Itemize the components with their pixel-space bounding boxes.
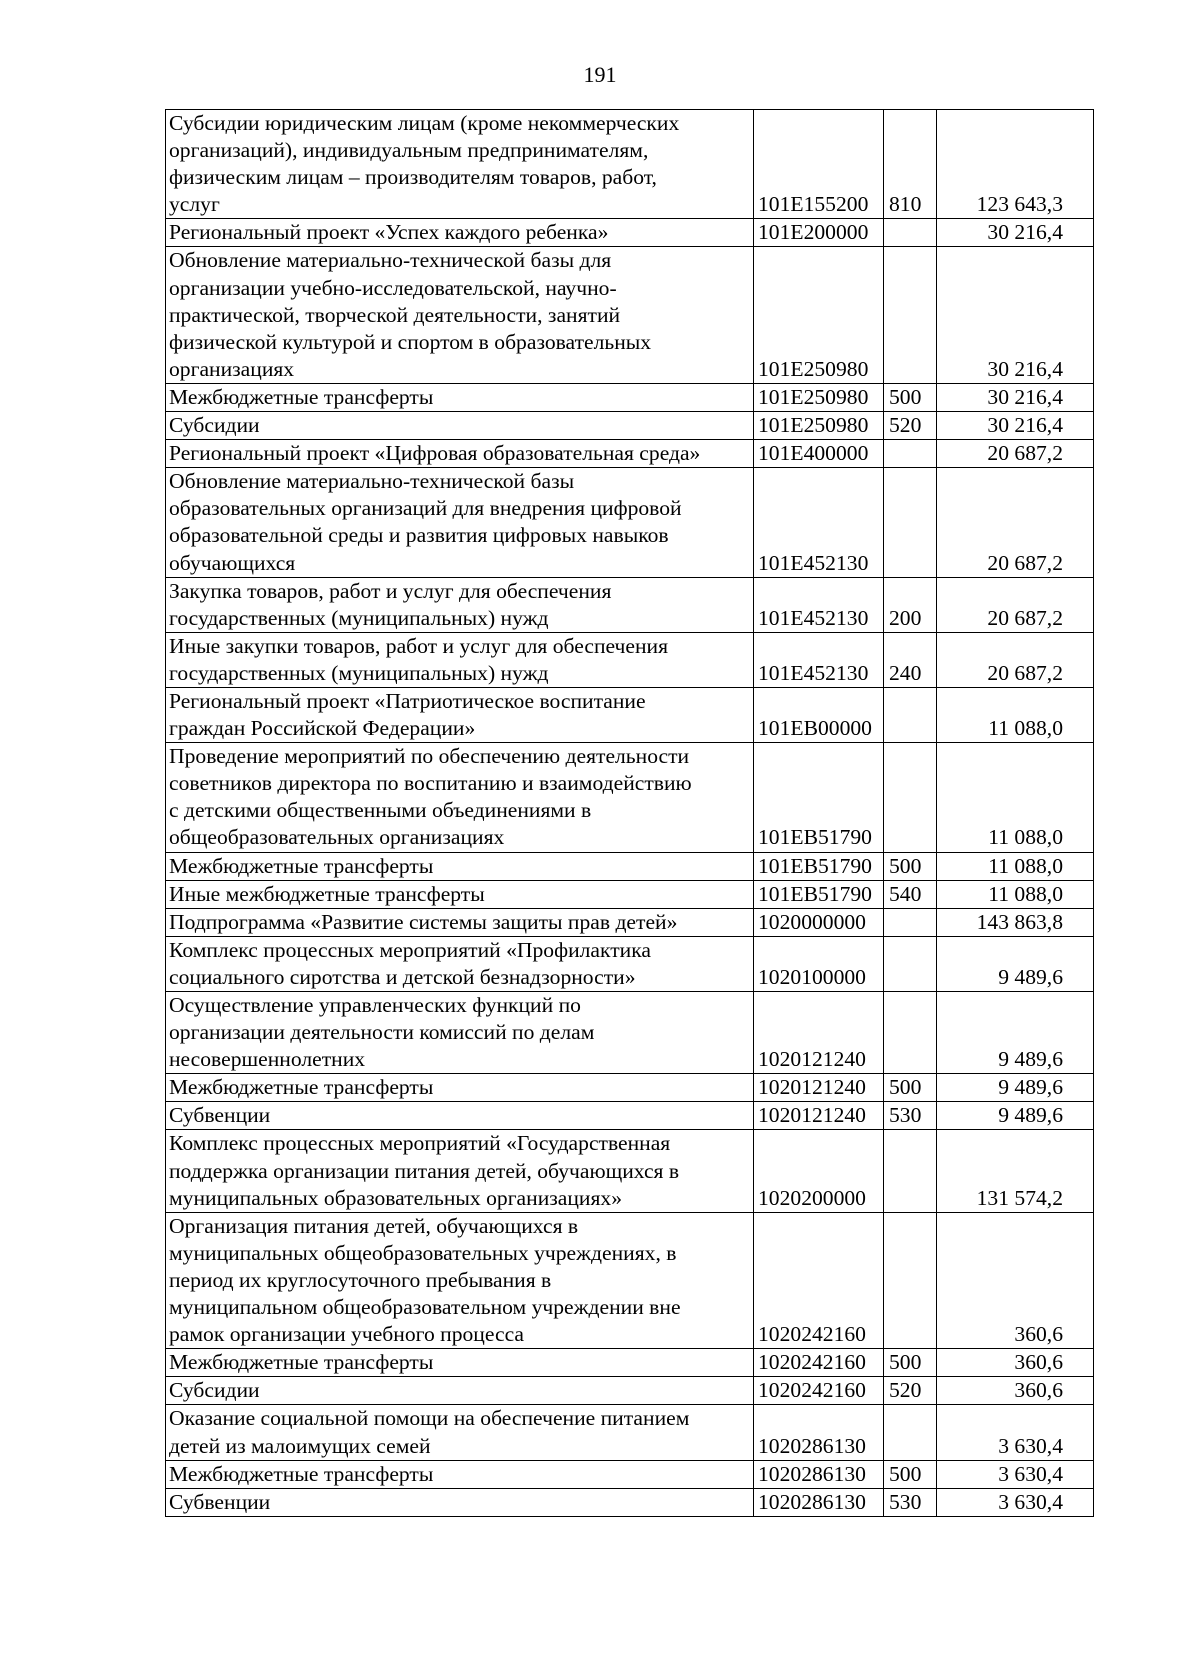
row-type-cell [884,1130,937,1212]
row-code-cell: 1020121240 [754,1102,884,1130]
row-sum-cell: 20 687,2 [937,632,1094,687]
row-sum-cell: 3 630,4 [937,1405,1094,1460]
row-name-cell: Организация питания детей, обучающихся в муниципальных общеобразовательных учреждениях, в период их круглосуточного пребывания в муниципальном общеобразовательном учреждении вне рамок организации учебного процесса [166,1212,754,1348]
row-code-cell: 101E452130 [754,468,884,577]
row-sum-cell: 9 489,6 [937,992,1094,1074]
row-type-cell: 240 [884,632,937,687]
row-sum-cell: 3 630,4 [937,1488,1094,1516]
row-type-cell [884,992,937,1074]
row-code-cell: 1020242160 [754,1212,884,1348]
row-name-cell: Субвенции [166,1488,754,1516]
row-type-cell [884,687,937,742]
table-row [166,1460,1094,1488]
row-code-cell: 1020121240 [754,992,884,1074]
row-type-cell: 500 [884,852,937,880]
row-code-cell: 1020100000 [754,936,884,991]
row-type-cell [884,247,937,383]
row-code-cell: 101E452130 [754,577,884,632]
row-type-cell [884,440,937,468]
budget-table [165,109,1094,1517]
row-code-cell: 101E155200 [754,110,884,219]
row-sum-cell: 9 489,6 [937,1074,1094,1102]
row-name-cell: Межбюджетные трансферты [166,852,754,880]
table-row [166,247,1094,383]
table-row [166,1349,1094,1377]
row-name-cell: Подпрограмма «Развитие системы защиты прав детей» [166,908,754,936]
row-sum-cell: 123 643,3 [937,110,1094,219]
row-name-cell: Региональный проект «Успех каждого ребенка» [166,219,754,247]
table-row [166,577,1094,632]
row-type-cell [884,1212,937,1348]
row-type-cell: 500 [884,383,937,411]
table-row [166,743,1094,852]
row-name-cell: Оказание социальной помощи на обеспечение питанием детей из малоимущих семей [166,1405,754,1460]
row-sum-cell: 20 687,2 [937,577,1094,632]
row-name-cell: Межбюджетные трансферты [166,1349,754,1377]
row-code-cell: 101E250980 [754,383,884,411]
row-name-cell: Иные закупки товаров, работ и услуг для обеспечения государственных (муниципальных) нужд [166,632,754,687]
table-row [166,1130,1094,1212]
row-type-cell: 500 [884,1460,937,1488]
row-name-cell: Региональный проект «Патриотическое воспитание граждан Российской Федерации» [166,687,754,742]
table-row [166,1212,1094,1348]
row-sum-cell: 20 687,2 [937,468,1094,577]
table-row [166,1405,1094,1460]
table-row [166,440,1094,468]
row-code-cell: 1020121240 [754,1074,884,1102]
row-type-cell: 520 [884,1377,937,1405]
row-code-cell: 1020242160 [754,1349,884,1377]
row-name-cell: Межбюджетные трансферты [166,1460,754,1488]
row-sum-cell: 3 630,4 [937,1460,1094,1488]
row-code-cell: 1020000000 [754,908,884,936]
row-code-cell: 101EB51790 [754,743,884,852]
row-type-cell: 500 [884,1349,937,1377]
row-code-cell: 1020286130 [754,1488,884,1516]
row-code-cell: 101E200000 [754,219,884,247]
row-type-cell: 520 [884,412,937,440]
budget-table-body [166,110,1094,1517]
row-code-cell: 101E250980 [754,247,884,383]
row-type-cell [884,1405,937,1460]
row-name-cell: Субсидии юридическим лицам (кроме некоммерческих организаций), индивидуальным предпринимателям, физическим лицам – производителям товаров, работ, услуг [166,110,754,219]
table-row [166,1102,1094,1130]
table-row [166,1488,1094,1516]
row-code-cell: 101EB51790 [754,852,884,880]
row-sum-cell: 11 088,0 [937,743,1094,852]
row-type-cell [884,468,937,577]
row-sum-cell: 11 088,0 [937,880,1094,908]
table-row [166,1074,1094,1102]
row-type-cell [884,908,937,936]
table-row [166,908,1094,936]
row-name-cell: Комплекс процессных мероприятий «Государственная поддержка организации питания детей, обучающихся в муниципальных образовательных организациях» [166,1130,754,1212]
row-sum-cell: 143 863,8 [937,908,1094,936]
table-row [166,936,1094,991]
row-sum-cell: 30 216,4 [937,383,1094,411]
row-type-cell: 530 [884,1102,937,1130]
table-row [166,992,1094,1074]
row-name-cell: Межбюджетные трансферты [166,1074,754,1102]
row-code-cell: 1020286130 [754,1460,884,1488]
row-sum-cell: 131 574,2 [937,1130,1094,1212]
row-type-cell [884,743,937,852]
row-sum-cell: 20 687,2 [937,440,1094,468]
row-name-cell: Обновление материально-технической базы для организации учебно-исследовательской, научно- практической, творческой деятельности, занятий физической культурой и спортом в образовательных организациях [166,247,754,383]
row-name-cell: Субвенции [166,1102,754,1130]
row-name-cell: Комплекс процессных мероприятий «Профилактика социального сиротства и детской безнадзорности» [166,936,754,991]
row-sum-cell: 11 088,0 [937,852,1094,880]
row-type-cell [884,219,937,247]
table-row [166,468,1094,577]
row-name-cell: Иные межбюджетные трансферты [166,880,754,908]
table-row [166,852,1094,880]
row-code-cell: 101E400000 [754,440,884,468]
row-type-cell: 500 [884,1074,937,1102]
row-sum-cell: 9 489,6 [937,936,1094,991]
row-code-cell: 101EB51790 [754,880,884,908]
row-code-cell: 101EB00000 [754,687,884,742]
row-sum-cell: 9 489,6 [937,1102,1094,1130]
row-code-cell: 101E250980 [754,412,884,440]
table-row [166,412,1094,440]
row-name-cell: Осуществление управленческих функций по организации деятельности комиссий по делам несовершеннолетних [166,992,754,1074]
row-sum-cell: 30 216,4 [937,412,1094,440]
row-name-cell: Закупка товаров, работ и услуг для обеспечения государственных (муниципальных) нужд [166,577,754,632]
row-type-cell: 200 [884,577,937,632]
row-name-cell: Межбюджетные трансферты [166,383,754,411]
table-row [166,219,1094,247]
row-code-cell: 101E452130 [754,632,884,687]
row-type-cell: 540 [884,880,937,908]
row-type-cell: 810 [884,110,937,219]
row-name-cell: Проведение мероприятий по обеспечению деятельности советников директора по воспитанию и взаимодействию с детскими общественными объединениями в общеобразовательных организациях [166,743,754,852]
row-code-cell: 1020242160 [754,1377,884,1405]
row-type-cell [884,936,937,991]
page-number: 191 [583,62,617,87]
row-name-cell: Субсидии [166,412,754,440]
table-row [166,880,1094,908]
table-row [166,687,1094,742]
row-code-cell: 1020200000 [754,1130,884,1212]
row-sum-cell: 30 216,4 [937,247,1094,383]
row-sum-cell: 360,6 [937,1377,1094,1405]
row-sum-cell: 11 088,0 [937,687,1094,742]
row-name-cell: Обновление материально-технической базы образовательных организаций для внедрения цифровой образовательной среды и развития цифровых навыков обучающихся [166,468,754,577]
row-type-cell: 530 [884,1488,937,1516]
row-name-cell: Региональный проект «Цифровая образовательная среда» [166,440,754,468]
row-sum-cell: 360,6 [937,1349,1094,1377]
row-code-cell: 1020286130 [754,1405,884,1460]
table-row [166,110,1094,219]
table-row [166,632,1094,687]
table-row [166,1377,1094,1405]
row-sum-cell: 30 216,4 [937,219,1094,247]
table-row [166,383,1094,411]
row-name-cell: Субсидии [166,1377,754,1405]
row-sum-cell: 360,6 [937,1212,1094,1348]
